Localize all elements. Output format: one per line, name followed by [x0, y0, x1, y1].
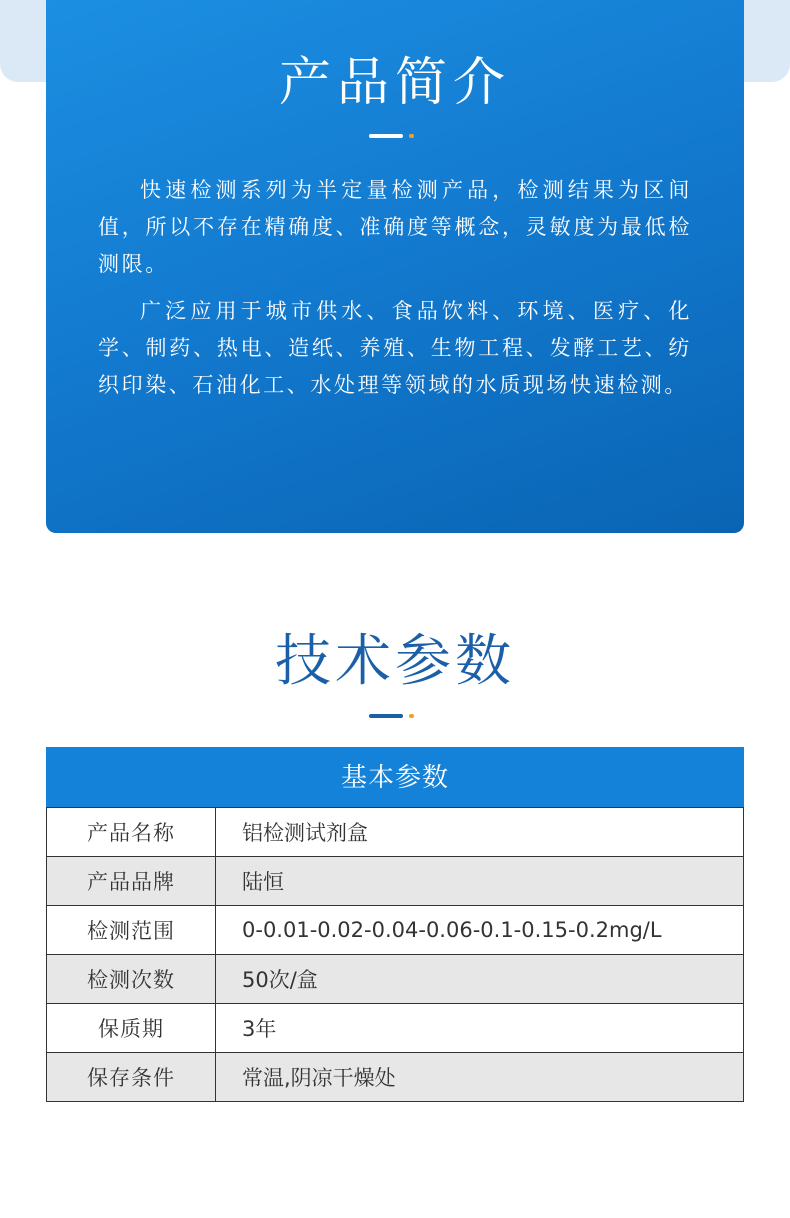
- param-value: 0-0.01-0.02-0.04-0.06-0.1-0.15-0.2mg/L: [216, 906, 744, 955]
- product-intro-card: [46, 0, 744, 533]
- param-value: 陆恒: [216, 857, 744, 906]
- params-table: [46, 747, 744, 1102]
- param-key: 检测范围: [47, 906, 216, 955]
- tech-divider: [369, 712, 421, 718]
- param-value: 铝检测试剂盒: [216, 808, 744, 857]
- table-row: [47, 906, 744, 955]
- table-row: [47, 857, 744, 906]
- param-key: 检测次数: [47, 955, 216, 1004]
- table-row: [47, 955, 744, 1004]
- param-key: 产品品牌: [47, 857, 216, 906]
- param-key: 产品名称: [47, 808, 216, 857]
- intro-title: 产品简介: [278, 53, 511, 113]
- param-value: 3年: [216, 1004, 744, 1053]
- tech-params-title: 技术参数: [275, 629, 515, 694]
- divider-bar: [369, 714, 403, 718]
- divider-dot: [409, 714, 414, 718]
- table-row: [47, 1053, 744, 1102]
- table-row: [47, 808, 744, 857]
- param-value: 50次/盒: [216, 955, 744, 1004]
- table-row: [47, 1004, 744, 1053]
- divider-dot: [409, 134, 414, 138]
- intro-paragraph-1: 快速检测系列为半定量检测产品，检测结果为区间值，所以不存在精确度、准确度等概念，灵敏度为最低检测限。: [98, 178, 692, 276]
- params-table-body: [46, 807, 744, 1102]
- intro-paragraph-2: 广泛应用于城市供水、食品饮料、环境、医疗、化学、制药、热电、造纸、养殖、生物工程、发酵工艺、纺织印染、石油化工、水处理等领域的水质现场快速检测。: [98, 299, 692, 397]
- param-key: 保存条件: [47, 1053, 216, 1102]
- table-header: 基本参数: [46, 747, 744, 807]
- intro-divider: [369, 132, 421, 138]
- divider-bar: [369, 134, 403, 138]
- param-value: 常温,阴凉干燥处: [216, 1053, 744, 1102]
- param-key: 保质期: [47, 1004, 216, 1053]
